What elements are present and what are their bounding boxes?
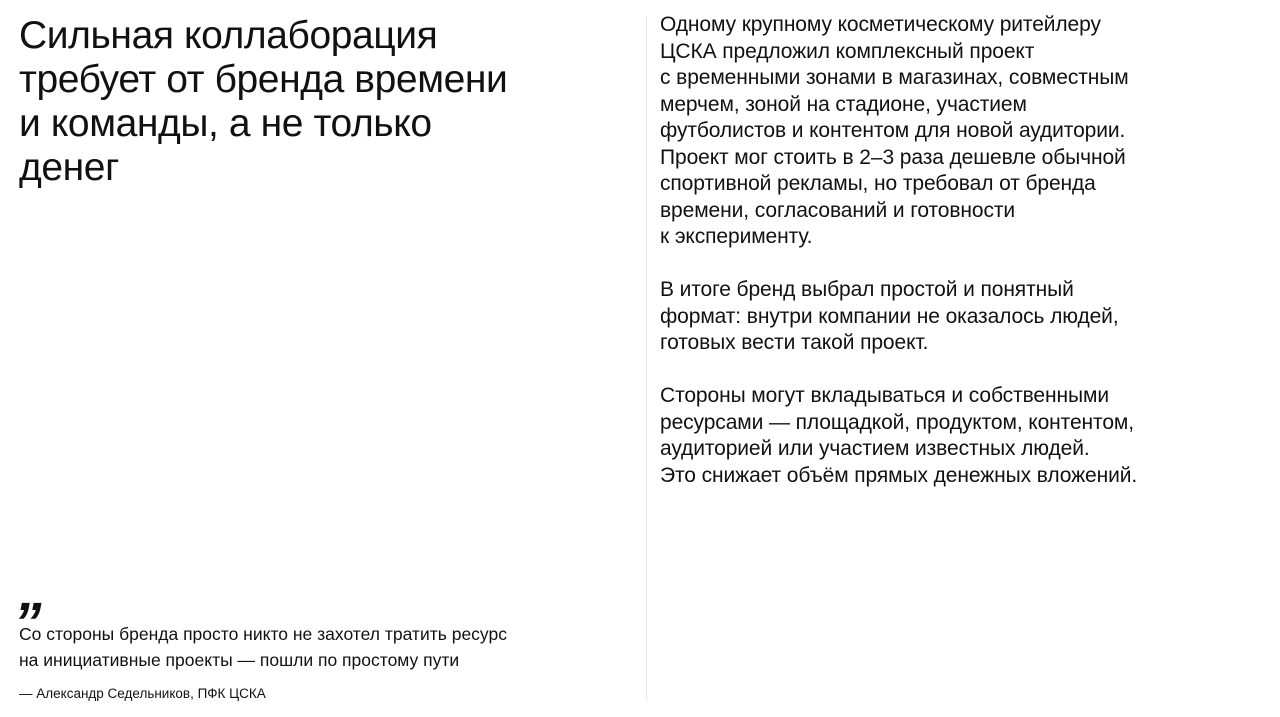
headline-line: требует от бренда времени <box>19 58 508 101</box>
body-text-column <box>660 12 1260 516</box>
headline-line: Сильная коллаборация <box>19 14 438 57</box>
body-line: мерчем, зоной на стадионе, участием <box>660 92 1027 116</box>
body-line: готовых вести такой проект. <box>660 331 929 354</box>
body-line: спортивной рекламы, но требовал от бренда <box>660 172 1096 195</box>
body-line: к эксперименту. <box>660 225 813 248</box>
body-line: аудиторией или участием известных людей. <box>660 437 1090 460</box>
body-line: времени, согласований и готовности <box>660 198 1016 222</box>
quote-attribution: — Александр Седельников, ПФК ЦСКА <box>19 686 266 701</box>
quote-mark-icon: „ <box>19 559 44 622</box>
body-line: ЦСКА предложил комплексный проект <box>660 39 1035 63</box>
body-paragraph-1 <box>660 12 1260 251</box>
body-line: футболистов и контентом для новой аудитории. <box>660 119 1126 142</box>
body-line: Стороны могут вкладываться и собственными <box>660 384 1109 407</box>
pull-quote-line: Со стороны бренда просто никто не захотел тратить ресурс <box>19 624 507 644</box>
headline <box>19 14 629 190</box>
body-line: ресурсами — площадкой, продуктом, контентом, <box>660 410 1134 434</box>
body-paragraph-2 <box>660 277 1260 357</box>
body-line: Проект мог стоить в 2–3 раза дешевле обычной <box>660 145 1126 169</box>
headline-line: и команды, а не только <box>19 102 432 145</box>
left-column <box>19 0 629 717</box>
body-line: Одному крупному косметическому ритейлеру <box>660 13 1101 36</box>
pull-quote <box>19 621 619 673</box>
body-line: Это снижает объём прямых денежных вложений. <box>660 463 1138 487</box>
pull-quote-line: на инициативные проекты — пошли по простому пути <box>19 650 460 670</box>
body-line: с временными зонами в магазинах, совместным <box>660 66 1129 89</box>
headline-line: денег <box>19 146 119 189</box>
body-line: В итоге бренд выбрал простой и понятный <box>660 278 1074 301</box>
body-paragraph-3 <box>660 383 1260 489</box>
column-divider <box>646 16 647 700</box>
body-line: формат: внутри компании не оказалось людей, <box>660 304 1119 328</box>
